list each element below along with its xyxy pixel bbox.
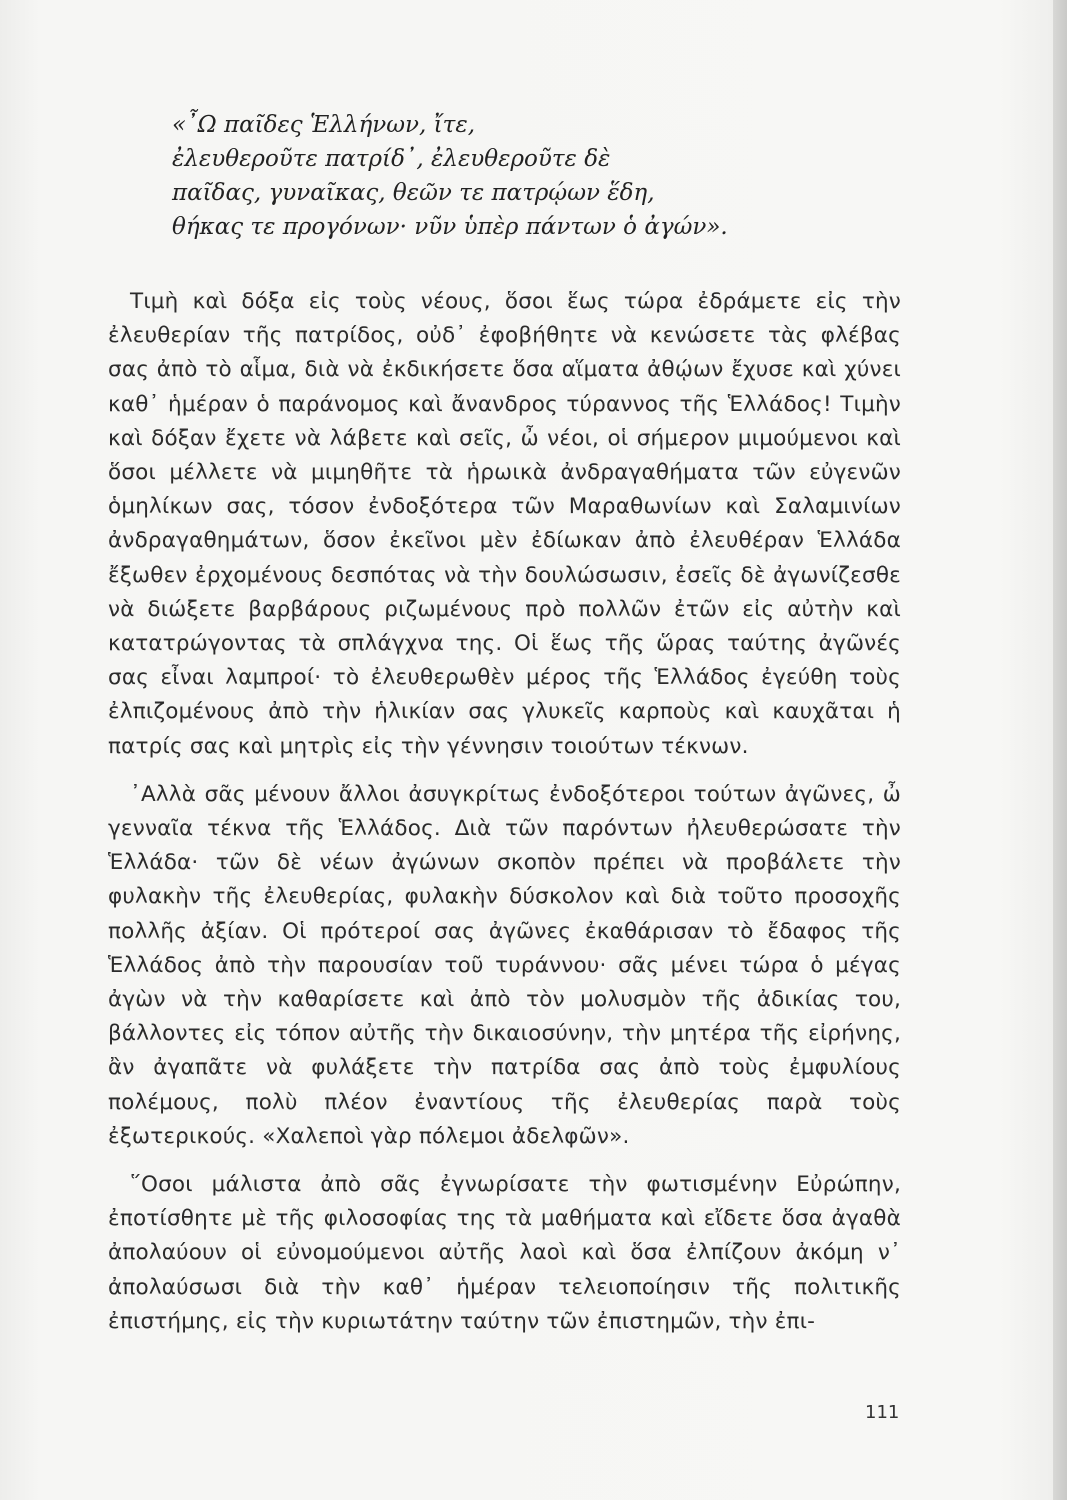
body-text [108, 285, 901, 1339]
quote-line: ἐλευθεροῦτε πατρίδ᾽, ἐλευθεροῦτε δὲ [172, 146, 611, 172]
quote-line: θήκας τε προγόνων· νῦν ὑπὲρ πάντων ὁ ἀγών». [172, 214, 728, 240]
paragraph-2: ᾽Αλλὰ σᾶς μένουν ἄλλοι ἀσυγκρίτως ἐνδοξότεροι τούτων ἀγῶνες, ὦ γενναῖα τέκνα τῆς Ἑλλάδος. Διὰ τῶν παρόντων ἠλευθερώσατε τὴν Ἑλλάδα· τῶν δὲ νέων ἀγώνων σκοπὸν πρέπει νὰ προβάλετε τὴν φυλακὴν τῆς ἐλευθερίας, φυλακὴν δύσκολον καὶ διὰ τοῦτο προσοχῆς πολλῆς ἀξίαν. Οἱ πρότεροί σας ἀγῶνες ἐκαθάρισαν τὸ ἔδαφος τῆς Ἑλλάδος ἀπὸ τὴν παρουσίαν τοῦ τυράννου· σᾶς μένει τώρα ὁ μέγας ἀγὼν νὰ τὴν καθαρίσετε καὶ ἀπὸ τὸν μολυσμὸν τῆς ἀδικίας του, βάλλοντες εἰς τόπον αὐτῆς τὴν δικαιοσύνην, τὴν μητέρα τῆς εἰρήνης, ἂν ἀγαπᾶτε νὰ φυλάξετε τὴν πατρίδα σας ἀπὸ τοὺς ἐμφυλίους πολέμους, πολὺ πλέον ἐναντίους τῆς ἐλευθερίας παρὰ τοὺς ἐξωτερικούς. «Χαλεποὶ γὰρ πόλεμοι ἀδελφῶν». [108, 781, 901, 1149]
page-edge [1053, 0, 1067, 1500]
paragraph-3: ῞Οσοι μάλιστα ἀπὸ σᾶς ἐγνωρίσατε τὴν φωτισμένην Εὐρώπην, ἐποτίσθητε μὲ τῆς φιλοσοφίας της τὰ μαθήματα καὶ εἴδετε ὅσα ἀγαθὰ ἀπολαύουν οἱ εὐνομούμενοι αὐτῆς λαοὶ καὶ ὅσα ἐλπίζουν ἀκόμη ν᾽ ἀπολαύσωσι διὰ τὴν καθ᾽ ἡμέραν τελειοποίησιν τῆς πολιτικῆς ἐπιστήμης, εἰς τὴν κυριωτάτην ταύτην τῶν ἐπιστημῶν, τὴν ἐπι- [108, 1172, 901, 1334]
page-number: 111 [865, 1402, 900, 1423]
quote-line: «῏Ω παῖδες Ἑλλήνων, ἴτε, [172, 112, 476, 138]
epigraph-quote [172, 108, 872, 244]
quote-line: παῖδας, γυναῖκας, θεῶν τε πατρῴων ἕδη, [172, 180, 655, 206]
paragraph-1: Τιμὴ καὶ δόξα εἰς τοὺς νέους, ὅσοι ἕως τώρα ἐδράμετε εἰς τὴν ἐλευθερίαν τῆς πατρίδος, οὐδ᾽ ἐφοβήθητε νὰ κενώσετε τὰς φλέβας σας ἀπὸ τὸ αἷμα, διὰ νὰ ἐκδικήσετε ὅσα αἵματα ἀθῴων ἔχυσε καὶ χύνει καθ᾽ ἡμέραν ὁ παράνομος καὶ ἄνανδρος τύραννος τῆς Ἑλλάδος! Τιμὴν καὶ δόξαν ἔχετε νὰ λάβετε καὶ σεῖς, ὦ νέοι, οἱ σήμερον μιμούμενοι καὶ ὅσοι μέλλετε νὰ μιμηθῆτε τὰ ἡρωικὰ ἀνδραγαθήματα τῶν εὐγενῶν ὁμηλίκων σας, τόσον ἐνδοξότερα τῶν Μαραθωνίων καὶ Σαλαμινίων ἀνδραγαθημάτων, ὅσον ἐκεῖνοι μὲν ἐδίωκαν ἀπὸ ἐλευθέραν Ἑλλάδα ἔξωθεν ἐρχομένους δεσπότας νὰ τὴν δουλώσωσιν, ἐσεῖς δὲ ἀγωνίζεσθε νὰ διώξετε βαρβάρους ριζωμένους πρὸ πολλῶν ἐτῶν εἰς αὐτὴν καὶ κατατρώγοντας τὰ σπλάγχνα της. Οἱ ἕως τῆς ὥρας ταύτης ἀγῶνές σας εἶναι λαμπροί· τὸ ἐλευθερωθὲν μέρος τῆς Ἑλλάδος ἐγεύθη τοὺς ἐλπιζομένους ἀπὸ τὴν ἡλικίαν σας γλυκεῖς καρποὺς καὶ καυχᾶται ἡ πατρίς σας καὶ μητρὶς εἰς τὴν γέννησιν τοιούτων τέκνων. [108, 289, 901, 759]
